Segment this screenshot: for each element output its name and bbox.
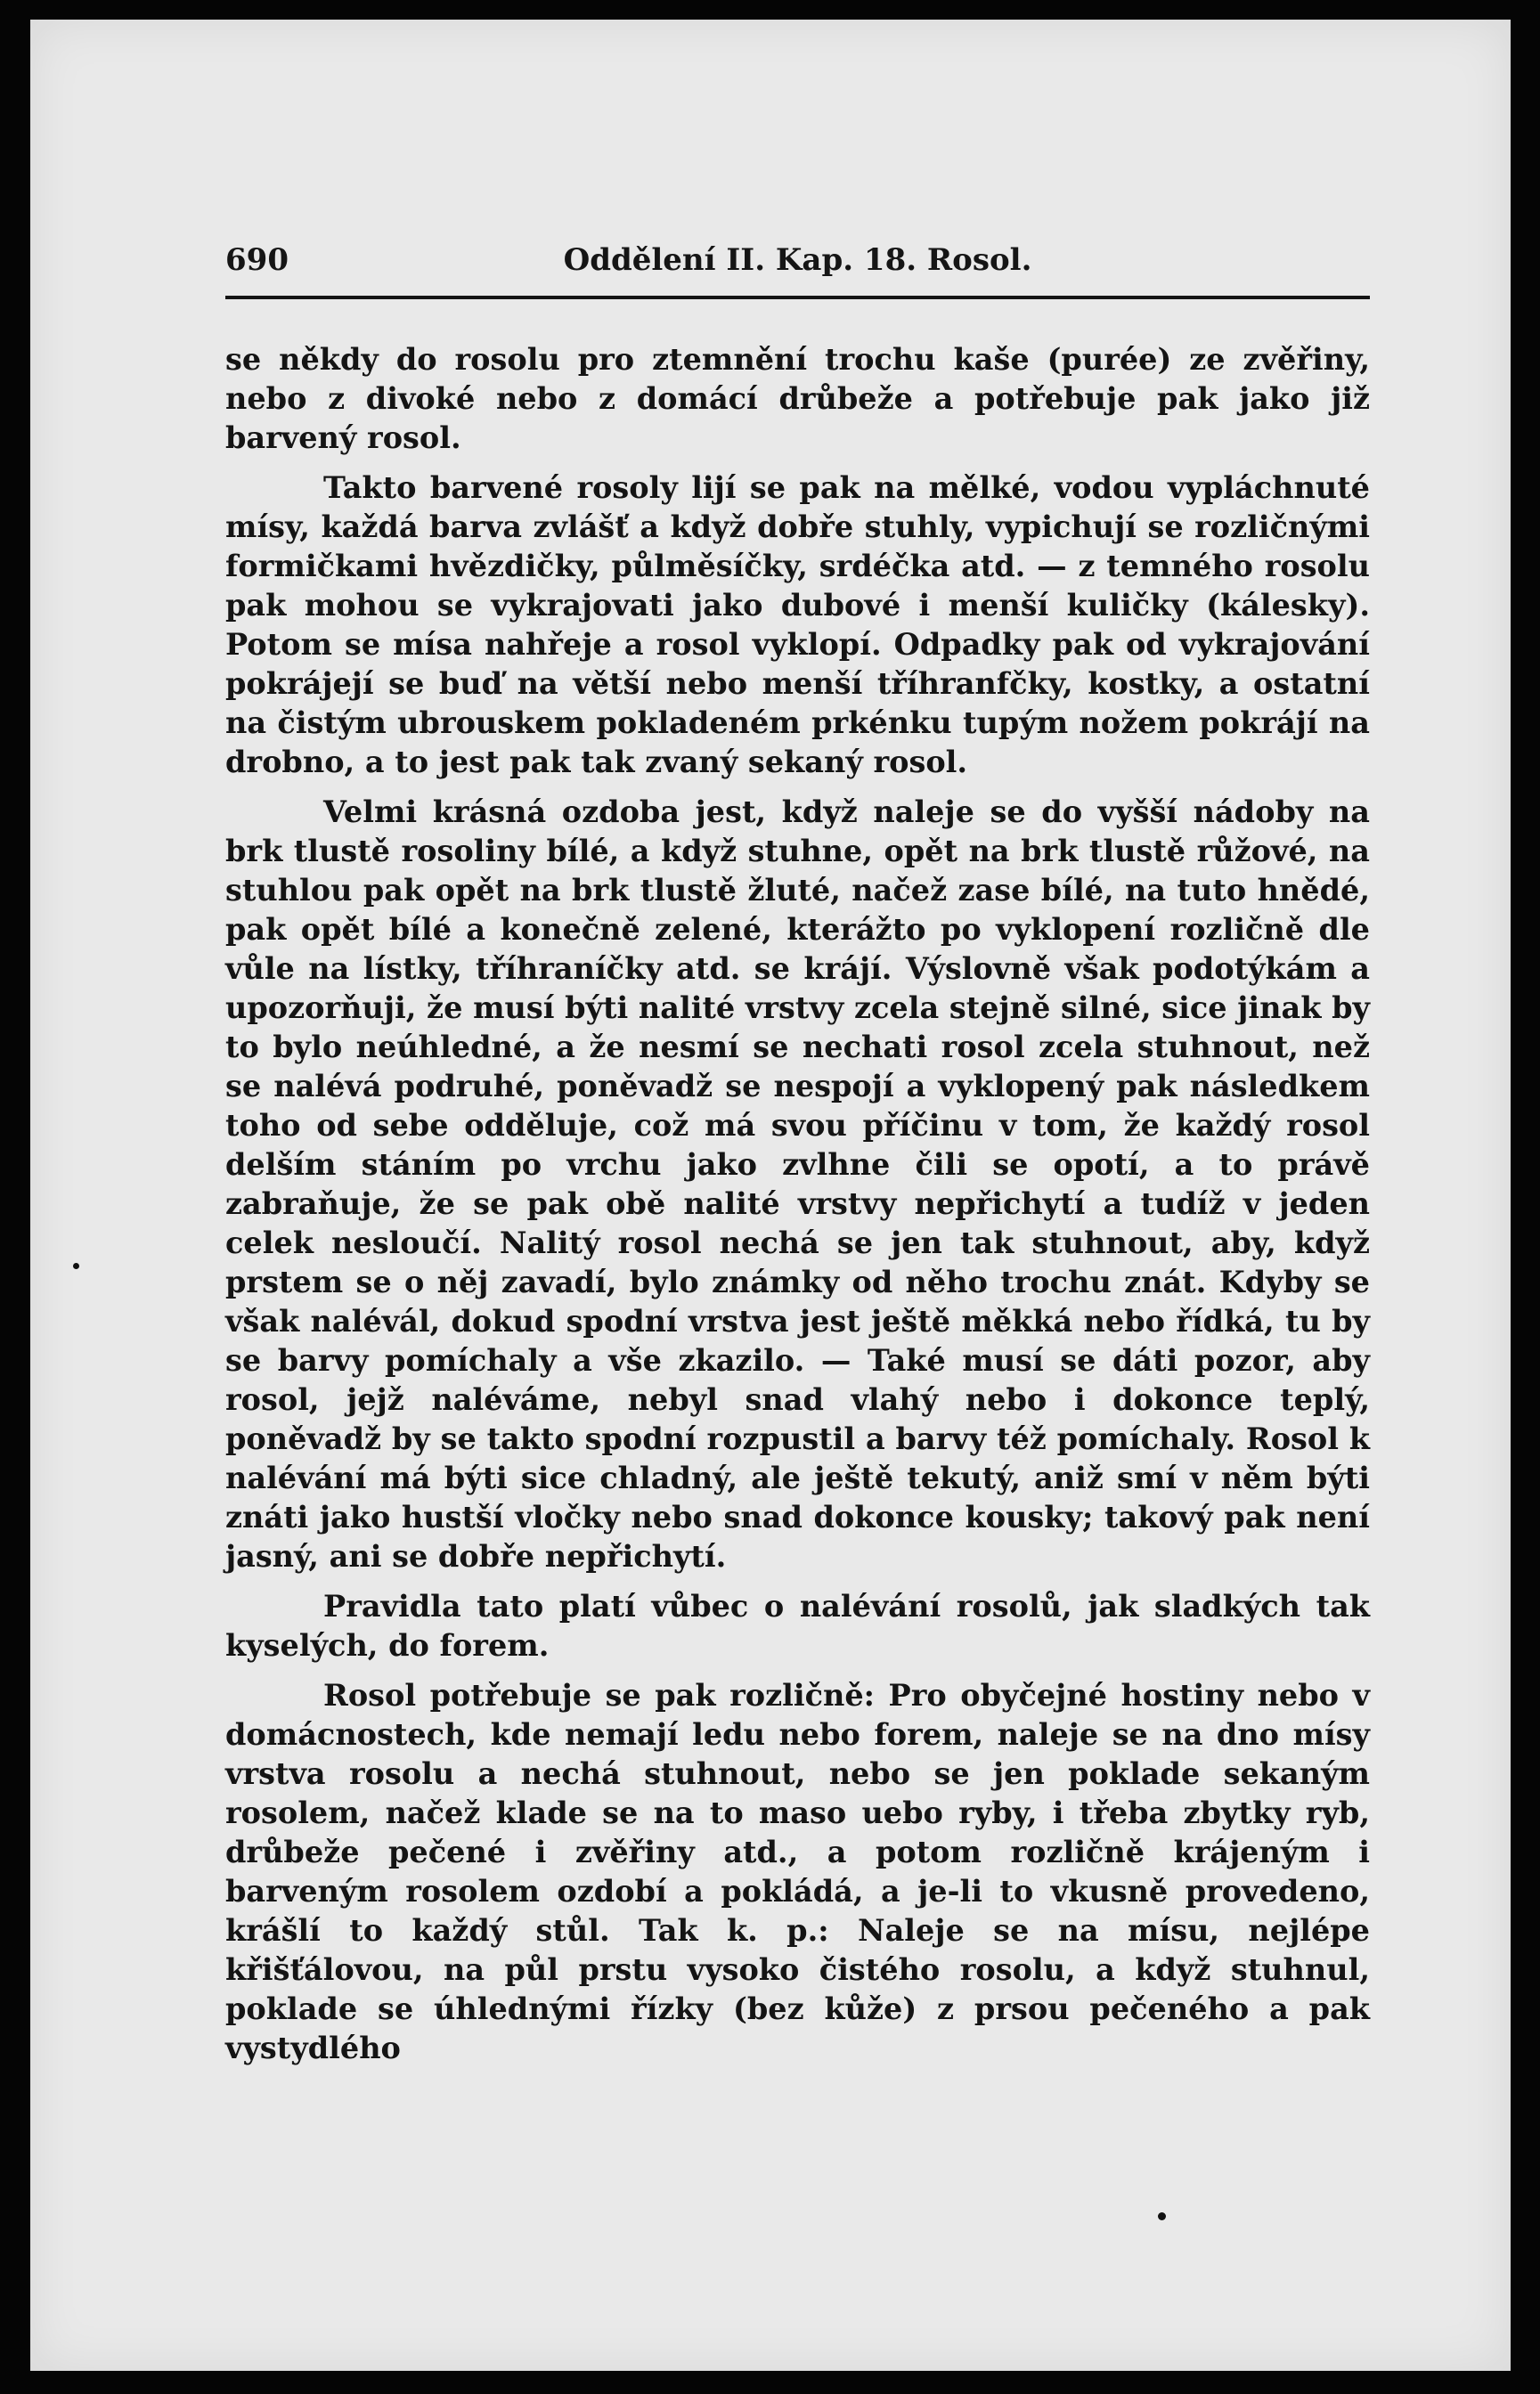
ink-speck	[73, 1263, 79, 1269]
ink-speck	[1158, 2212, 1166, 2220]
header-rule	[225, 296, 1370, 299]
page-header	[225, 233, 1370, 289]
running-head: Oddělení II. Kap. 18. Rosol.	[563, 242, 1032, 278]
paragraph: Takto barvené rosoly lijí se pak na mělké, vodou vypláchnuté mísy, každá barva zvlášť a když dobře stuhly, vypichují se rozličnými formičkami hvězdičky, půlměsíčky, srdéčka atd. — z temného rosolu pak mohou se vykrajovati jako dubové i menší kuličky (kálesky). Potom se mísa nahřeje a rosol vyklopí. Odpadky pak od vykrajování pokrájejí se buď na větší nebo menší tříhranfčky, kostky, a ostatní na čistým ubrouskem pokladeném prkénku tupým nožem pokrájí na drobno, a to jest pak tak zvaný sekaný rosol.	[225, 470, 1370, 779]
body-text	[225, 340, 1370, 2079]
paragraph: Pravidla tato platí vůbec o nalévání rosolů, jak sladkých tak kyselých, do forem.	[225, 1589, 1370, 1663]
paragraph: Velmi krásná ozdoba jest, když naleje se do vyšší nádoby na brk tlustě rosoliny bílé, a když stuhne, opět na brk tlustě růžové, na stuhlou pak opět na brk tlustě žluté, načež zase bílé, na tuto hnědé, pak opět bílé a konečně zelené, kterážto po vyklopení rozličně dle vůle na lístky, tříhraníčky atd. se krájí. Výslovně však podotýkám a upozorňuji, že musí býti nalité vrstvy zcela stejně silné, sice jinak by to bylo neúhledné, a že nesmí se nechati rosol zcela stuhnout, než se nalévá podruhé, poněvadž se nespojí a vyklopený pak následkem toho od sebe odděluje, což má svou příčinu v tom, že každý rosol delším stáním po vrchu jako zvlhne čili se opotí, a to právě zabraňuje, že se pak obě nalité vrstvy nepřichytí a tudíž v jeden celek nesloučí. Nalitý rosol nechá se jen tak stuhnout, aby, když prstem se o něj zavadí, bylo známky od něho trochu znát. Kdyby se však nalévál, dokud spodní vrstva jest ještě měkká nebo řídká, tu by se barvy pomíchaly a vše zkazilo. — Také musí se dáti pozor, aby rosol, jejž naléváme, nebyl snad vlahý nebo i dokonce teplý, poněvadž by se takto spodní rozpustil a barvy též pomíchaly. Rosol k nalévání má býti sice chladný, ale ještě tekutý, aniž smí v něm býti znáti jako hustší vločky nebo snad dokonce kousky; takový pak není jasný, ani se dobře nepřichytí.	[225, 794, 1370, 1574]
paragraph: se někdy do rosolu pro ztemnění trochu kaše (purée) ze zvěřiny, nebo z divoké nebo z domácí drůbeže a potřebuje pak jako již barvený rosol.	[225, 342, 1370, 455]
paragraph: Rosol potřebuje se pak rozličně: Pro obyčejné hostiny nebo v domácnostech, kde nemají ledu nebo forem, naleje se na dno mísy vrstva rosolu a nechá stuhnout, nebo se jen poklade sekaným rosolem, načež klade se na to maso uebo ryby, i třeba zbytky ryb, drůbeže pečené i zvěřiny atd., a potom rozličně krájeným i barveným rosolem ozdobí a pokládá, a je-li to vkusně provedeno, krášlí to každý stůl. Tak k. p.: Naleje se na mísu, nejlépe křišťálovou, na půl prstu vysoko čistého rosolu, a když stuhnul, poklade se úhlednými řízky (bez kůže) z prsou pečeného a pak vystydlého	[225, 1678, 1370, 2065]
page-number: 690	[225, 242, 289, 278]
